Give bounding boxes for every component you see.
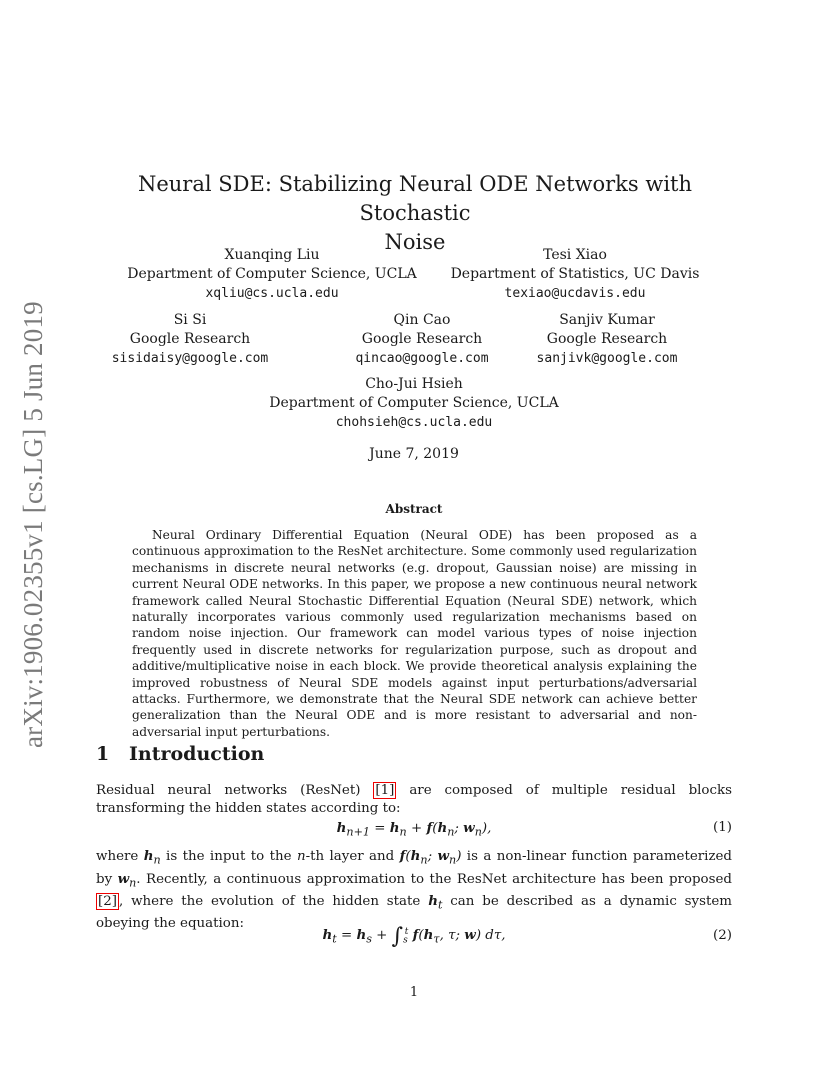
- equation-number: (2): [713, 928, 732, 943]
- author-email: texiao@ucdavis.edu: [504, 286, 646, 301]
- intro-paragraph-1: [96, 782, 732, 818]
- author-block: [80, 311, 300, 368]
- para-text: , where the evolution of the hidden state: [118, 894, 429, 910]
- citation-link[interactable]: [2]: [98, 894, 117, 910]
- paper-date: June 7, 2019: [369, 446, 459, 462]
- para-text: . Recently, a continuous approximation to the ResNet architecture has been proposed: [136, 871, 732, 887]
- author-block: [425, 246, 725, 303]
- para-text: is a non-linear function parameterized by: [96, 849, 732, 887]
- equation-2: [96, 922, 732, 956]
- author-affiliation: Google Research: [361, 331, 483, 347]
- para-text: are composed of multiple residual blocks transforming the hidden states according to:: [96, 783, 732, 816]
- section-title: Introduction: [129, 743, 265, 765]
- author-name: Cho-Jui Hsieh: [365, 376, 463, 392]
- arxiv-side-stamp: arXiv:1906.02355v1 [cs.LG] 5 Jun 2019: [18, 301, 48, 748]
- equation-body: $h_{n+1} = h_n + f(h_n$; $w_n$),: [336, 820, 492, 839]
- author-email: sanjivk@google.com: [536, 351, 678, 366]
- paper-title: [90, 170, 740, 257]
- author-affiliation: Google Research: [129, 331, 251, 347]
- author-name: Sanjiv Kumar: [559, 312, 655, 328]
- title-line-1: Neural SDE: Stabilizing Neural ODE Networks with Stochastic: [137, 172, 692, 225]
- para-text: is the input to the: [160, 849, 297, 864]
- author-block: [122, 246, 422, 303]
- author-affiliation: Department of Statistics, UC Davis: [450, 266, 700, 282]
- page-number: 1: [409, 985, 419, 1000]
- citation-link[interactable]: [1]: [375, 783, 395, 798]
- author-affiliation: Google Research: [546, 331, 668, 347]
- author-email: xqliu@cs.ucla.edu: [205, 286, 339, 301]
- author-affiliation: Department of Computer Science, UCLA: [269, 395, 559, 411]
- equation-1: [96, 820, 732, 840]
- author-block: [497, 311, 717, 368]
- abstract-heading: Abstract: [385, 502, 443, 516]
- title-line-2: Noise: [384, 230, 446, 254]
- author-name: Tesi Xiao: [543, 247, 607, 263]
- author-block: [264, 375, 564, 432]
- author-name: Qin Cao: [393, 312, 451, 328]
- para-text: can be described as a dynamic system obeying the equation:: [96, 894, 732, 932]
- abstract-text: Neural Ordinary Differential Equation (Neural ODE) has been proposed as a continuous approximation to the ResNet architecture. Some commonly used regularization mechanisms in discrete neural networks (e.g. dropout, Gaussian noise) are missing in current Neural ODE networks. In this paper, we propose a new continuous neural network framework called Neural Stochastic Differential Equation (Neural SDE) network, which naturally incorporates various commonly used regularization mechanisms based on random noise injection. Our framework can model various types of noise injection frequently used in discrete networks for regularization purpose, such as dropout and additive/multiplicative noise in each block. We provide theoretical analysis explaining the improved robustness of Neural SDE models against input perturbations/adversarial attacks. Furthermore, we demonstrate that the Neural SDE network can achieve better generalization than the Neural ODE and is more resistant to adversarial and non-adversarial input perturbations.: [132, 528, 697, 739]
- section-number: 1: [96, 743, 110, 765]
- para-text: where: [96, 849, 144, 864]
- equation-number: (1): [713, 820, 732, 835]
- intro-paragraph-2: where $h_n$ is the input to the n-th layer and $f(h_n$; $w_n$) is a non-linear function parameterized by $w_n$. Recently, a continuous approximation to the ResNet architecture has been proposed [2] , where the evolution of the hidden state $h_t$ can be described as a dynamic system obeying the equation:: [96, 848, 732, 932]
- para-text: Residual neural networks (ResNet): [96, 783, 374, 798]
- section-heading: [96, 743, 264, 765]
- author-name: Si Si: [173, 312, 207, 328]
- para-text: -th layer and: [305, 849, 400, 864]
- author-affiliation: Department of Computer Science, UCLA: [127, 266, 417, 282]
- author-email: qincao@google.com: [355, 351, 489, 366]
- author-email: sisidaisy@google.com: [111, 351, 269, 366]
- author-name: Xuanqing Liu: [224, 247, 320, 263]
- equation-body: $h_t = h_s + \int_s^t$ $f(h_\tau$, τ; w) dτ,: [322, 924, 506, 949]
- author-email: chohsieh@cs.ucla.edu: [335, 415, 493, 430]
